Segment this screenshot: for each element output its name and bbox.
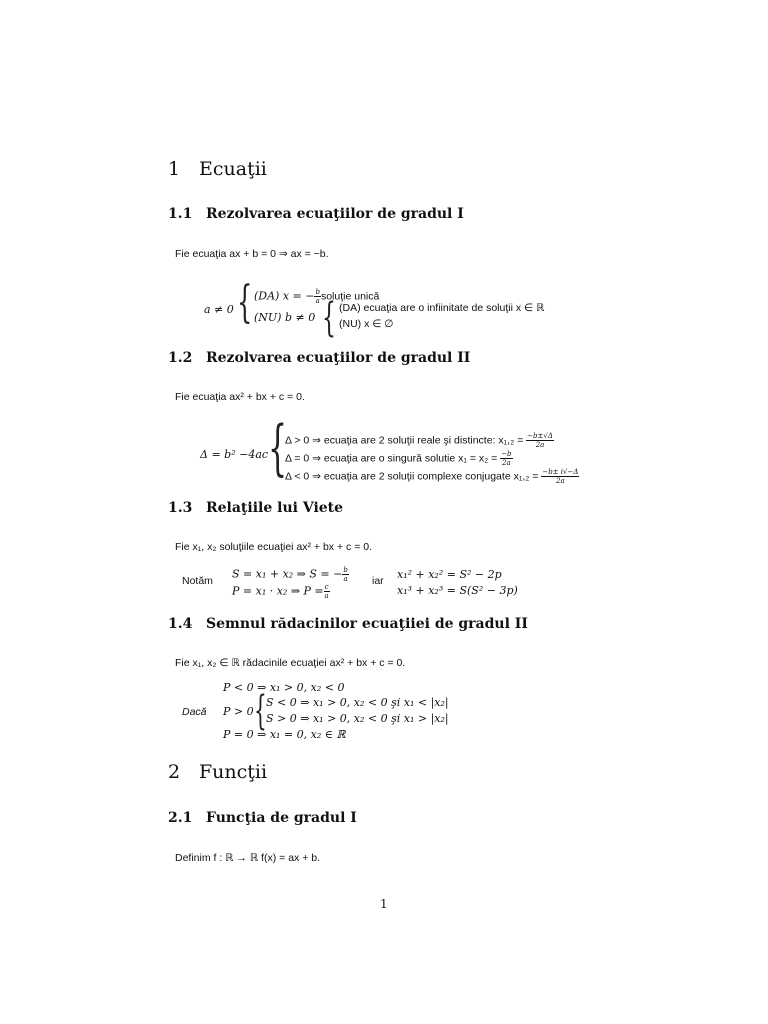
- section-heading-1: [168, 158, 267, 180]
- subcase-empty-set: (NU) x ∈ ∅: [339, 318, 394, 330]
- denominator: a: [343, 575, 348, 583]
- case-text: Δ < 0 ⇒ ecuaţia are 2 soluţii complexe conjugate x₁,₂ =: [285, 470, 539, 483]
- section-title: Ecuaţii: [199, 158, 267, 180]
- p-positive-brace: {: [254, 688, 267, 734]
- section-number: 2: [168, 761, 181, 783]
- denominator: a: [315, 297, 320, 305]
- subsection-number: 2.1: [168, 810, 193, 826]
- subsection-number: 1.1: [168, 206, 193, 222]
- intro-roots-sign: Fie x₁, x₂ ∈ ℝ rădacinile ecuaţiei ax² + bx + c = 0.: [175, 657, 406, 669]
- denominator: 2a: [535, 441, 545, 449]
- fraction-double-root: [500, 450, 512, 467]
- fraction-neg-b-over-a: [342, 566, 348, 583]
- sum-text: S = x₁ + x₂ ⇒ S = −: [232, 567, 343, 581]
- denominator: 2a: [556, 477, 565, 485]
- case-nu-b-nonzero: (NU) b ≠ 0: [254, 311, 316, 324]
- left-brace: {: [237, 277, 253, 328]
- subsection-number: 1.2: [168, 350, 193, 366]
- delta-brace: {: [268, 413, 288, 483]
- inner-brace: {: [322, 295, 336, 341]
- subsection-title: Relaţiile lui Viete: [206, 500, 344, 516]
- intro-quadratic-equation: Fie ecuaţia ax² + bx + c = 0.: [175, 391, 305, 403]
- case-da-text: (DA) x = −: [254, 289, 315, 303]
- numerator: c: [324, 583, 329, 591]
- case-text: Δ = 0 ⇒ ecuaţia are o singură solutie x₁ = x₂ =: [285, 452, 498, 465]
- case-da-tail: soluţie unică: [320, 290, 380, 303]
- subsection-heading-1-1: [168, 206, 464, 222]
- condition-a-nonzero: a ≠ 0: [204, 303, 234, 316]
- sum-relation: [232, 566, 349, 583]
- product-relation: [232, 583, 330, 600]
- subsection-number: 1.4: [168, 616, 193, 632]
- case-p-positive-label: P > 0: [223, 705, 254, 718]
- denominator: 2a: [502, 459, 511, 467]
- subsection-title: Rezolvarea ecuaţiilor de gradul II: [206, 350, 471, 366]
- case-delta-zero: [285, 450, 513, 467]
- numerator: −b±√Δ: [527, 432, 553, 440]
- daca-label: Dacă: [182, 706, 207, 718]
- subsection-title: Semnul rădacinilor ecuaţiiei de gradul II: [206, 616, 528, 632]
- case-s-negative: S < 0 ⇒ x₁ > 0, x₂ < 0 şi x₁ < |x₂|: [266, 696, 449, 709]
- section-title: Funcţii: [199, 761, 268, 783]
- subsection-heading-2-1: [168, 810, 357, 826]
- case-p-zero: P = 0 ⇒ x₁ = 0, x₂ ∈ ℝ: [223, 728, 346, 741]
- delta-definition: Δ = b² −4ac: [200, 448, 269, 461]
- subcase-infinite-solutions: (DA) ecuaţia are o infiinitate de soluţii x ∈ ℝ: [339, 302, 545, 314]
- fraction-roots: [526, 432, 554, 449]
- case-delta-negative: [285, 468, 579, 485]
- subsection-heading-1-2: [168, 350, 470, 366]
- case-p-negative: P < 0 ⇒ x₁ > 0, x₂ < 0: [223, 681, 345, 694]
- case-text: Δ > 0 ⇒ ecuaţia are 2 soluţii reale şi distincte: x₁,₂ =: [285, 434, 524, 447]
- numerator: −b± i√−Δ: [542, 468, 579, 476]
- intro-linear-function: Definim f : ℝ → ℝ f(x) = ax + b.: [175, 852, 321, 864]
- section-number: 1: [168, 158, 181, 180]
- subsection-title: Funcţia de gradul I: [206, 810, 357, 826]
- sum-of-squares: x₁² + x₂² = S² − 2p: [397, 568, 502, 581]
- subsection-heading-1-3: [168, 500, 343, 516]
- numerator: b: [315, 288, 320, 296]
- intro-linear-equation: Fie ecuaţia ax + b = 0 ⇒ ax = −b.: [175, 248, 329, 260]
- iar-label: iar: [372, 575, 384, 587]
- denominator: a: [324, 592, 329, 600]
- fraction-c-over-a: [324, 583, 330, 600]
- numerator: −b: [501, 450, 512, 458]
- sum-of-cubes: x₁³ + x₂³ = S(S² − 3p): [397, 584, 518, 597]
- notam-label: Notăm: [182, 575, 213, 587]
- fraction-complex-roots: [541, 468, 579, 485]
- intro-viete: Fie x₁, x₂ soluţiile ecuaţiei ax² + bx + c = 0.: [175, 541, 372, 553]
- page-number: 1: [380, 897, 388, 911]
- numerator: b: [343, 566, 348, 574]
- section-heading-2: [168, 761, 267, 783]
- case-s-positive: S > 0 ⇒ x₁ > 0, x₂ < 0 şi x₁ > |x₂|: [266, 712, 449, 725]
- subsection-title: Rezolvarea ecuaţiilor de gradul I: [206, 206, 464, 222]
- subsection-number: 1.3: [168, 500, 193, 516]
- case-delta-positive: [285, 432, 554, 449]
- subsection-heading-1-4: [168, 616, 528, 632]
- product-text: P = x₁ · x₂ ⇒ P =: [232, 584, 324, 598]
